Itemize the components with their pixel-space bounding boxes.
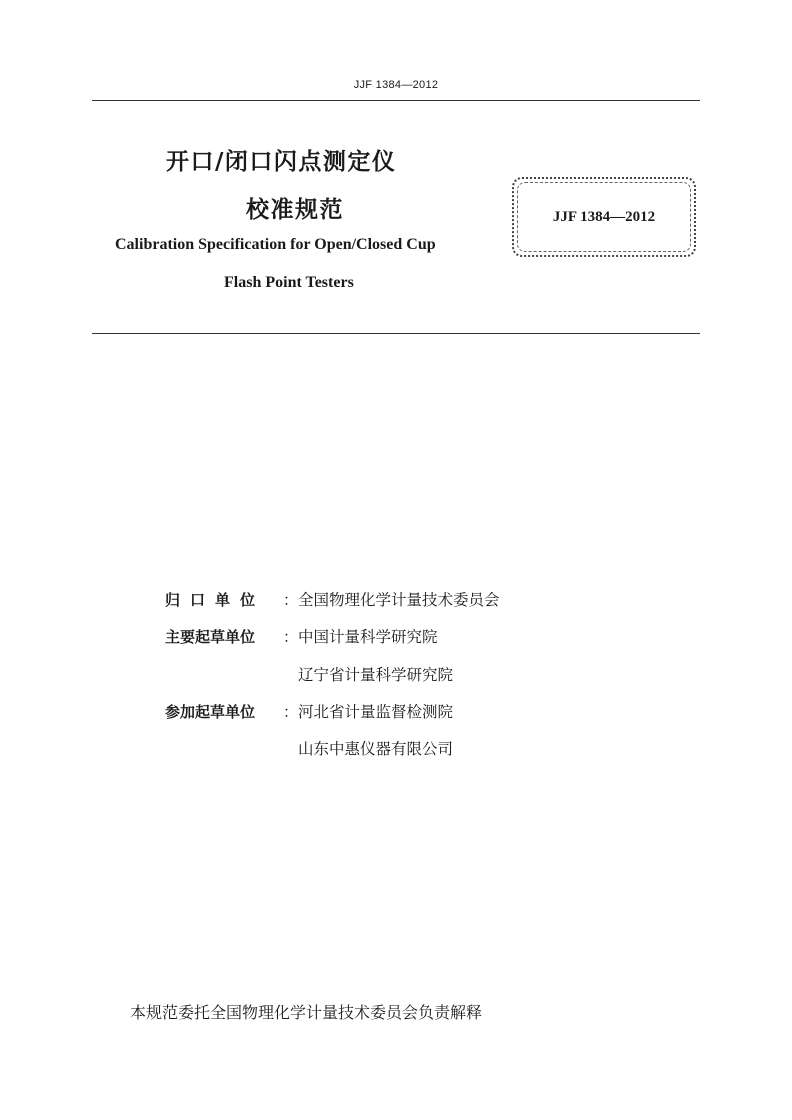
main-drafting-unit-label: 主要起草单位 bbox=[165, 628, 256, 646]
responsible-unit-value: 全国物理化学计量技术委员会 bbox=[298, 591, 500, 609]
document-code-stamp bbox=[512, 177, 696, 257]
title-en-line1: Calibration Specification for Open/Closed Cup bbox=[115, 236, 436, 253]
title-zh-line2: 校准规范 bbox=[246, 197, 344, 223]
title-en-line2: Flash Point Testers bbox=[224, 274, 354, 291]
participating-unit-2: 山东中惠仪器有限公司 bbox=[298, 740, 454, 758]
header-divider bbox=[92, 100, 700, 101]
main-drafting-unit-1: 中国计量科学研究院 bbox=[298, 628, 438, 646]
title-zh-line1: 开口/闭口闪点测定仪 bbox=[166, 149, 397, 175]
participating-unit-label: 参加起草单位 bbox=[165, 703, 256, 721]
responsible-unit-colon: ： bbox=[283, 591, 299, 609]
participating-unit-1: 河北省计量监督检测院 bbox=[298, 703, 454, 721]
main-drafting-unit-colon: ： bbox=[283, 628, 299, 646]
header-document-code: JJF 1384—2012 bbox=[353, 79, 439, 91]
interpretation-note: 本规范委托全国物理化学计量技术委员会负责解释 bbox=[130, 1003, 483, 1022]
stamp-code: JJF 1384—2012 bbox=[552, 208, 656, 225]
main-drafting-unit-2: 辽宁省计量科学研究院 bbox=[298, 666, 454, 684]
title-divider bbox=[92, 333, 700, 334]
participating-unit-colon: ： bbox=[283, 703, 299, 721]
responsible-unit-label: 归口单位 bbox=[165, 591, 266, 609]
